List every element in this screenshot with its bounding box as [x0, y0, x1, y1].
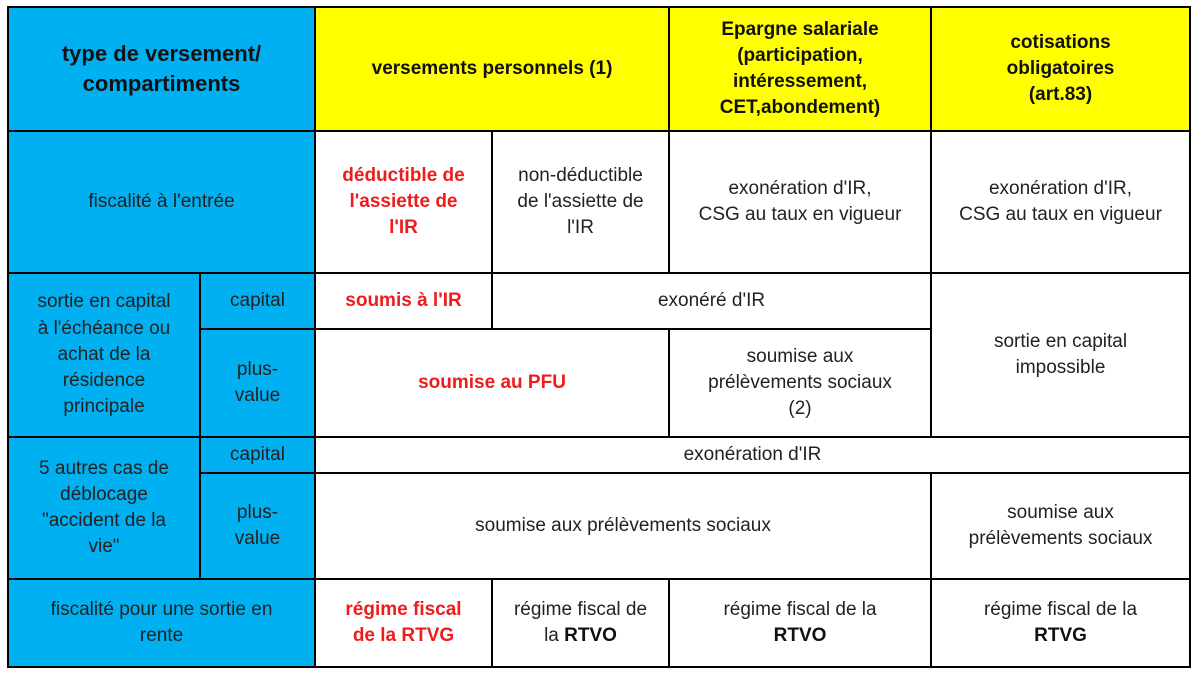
sortie-plus-value-label: plus- value	[234, 358, 281, 406]
header-cotisations-obligatoires	[931, 7, 1190, 131]
sortie-plus-value-epargne-text: soumise aux prélèvements sociaux (2)	[708, 345, 892, 420]
rente-deductible-text: régime fiscal de la RTVG	[345, 599, 462, 647]
sortie-plus-value-pfu-text: soumise au PFU	[418, 371, 566, 393]
sortie-capital-deductible-text: soumis à l'IR	[345, 289, 462, 311]
label-sortie-plus-value	[200, 329, 315, 437]
sortie-capital-cotisations-text: sortie en capital impossible	[993, 330, 1128, 378]
cell-entree-non-deductible	[492, 131, 669, 273]
header-epargne-salariale	[669, 7, 931, 131]
label-fiscalite-entree	[8, 131, 315, 273]
label-accident-vie	[8, 437, 200, 579]
header-epargne-label: Epargne salariale (participation, intéressement, CET,abondement)	[719, 18, 881, 119]
accident-vie-label: 5 autres cas de déblocage "accident de la vie"	[39, 457, 169, 558]
cell-accident-capital	[315, 437, 1190, 473]
sortie-capital-capital-label: capital	[230, 289, 285, 311]
row-fiscalite-entree	[8, 131, 1190, 273]
header-type-versement	[8, 7, 315, 131]
header-versements-label: versements personnels (1)	[371, 57, 613, 79]
row-rente	[8, 579, 1190, 667]
cell-accident-plus-value-cotisations	[931, 473, 1190, 579]
label-sortie-capital-capital	[200, 273, 315, 329]
cell-sortie-plus-value-pfu	[315, 329, 669, 437]
tax-regime-table	[7, 6, 1191, 668]
accident-plus-value-label: plus- value	[234, 502, 281, 550]
accident-capital-label: capital	[230, 444, 285, 465]
rente-cotisations-prefix: régime fiscal de la	[983, 599, 1138, 620]
cell-sortie-capital-exonere	[492, 273, 931, 329]
row-accident-capital	[8, 437, 1190, 473]
fiscalite-entree-label: fiscalité à l'entrée	[88, 190, 235, 212]
sortie-capital-label: sortie en capital à l'échéance ou achat de la résidence principale	[37, 291, 171, 418]
label-accident-plus-value	[200, 473, 315, 579]
cell-entree-cotisations	[931, 131, 1190, 273]
entree-cotisations-text: exonération d'IR, CSG au taux en vigueur	[959, 177, 1162, 225]
cell-entree-epargne	[669, 131, 931, 273]
accident-plus-value-cotisations-text: soumise aux prélèvements sociaux	[968, 502, 1153, 550]
cell-rente-cotisations	[931, 579, 1190, 667]
label-rente	[8, 579, 315, 667]
cell-accident-plus-value-main	[315, 473, 931, 579]
rente-cotisations-bold: RTVG	[1034, 625, 1087, 647]
cell-sortie-plus-value-epargne	[669, 329, 931, 437]
cell-entree-deductible	[315, 131, 492, 273]
cell-rente-deductible	[315, 579, 492, 667]
cell-rente-epargne	[669, 579, 931, 667]
cell-sortie-capital-cotisations	[931, 273, 1190, 437]
entree-epargne-text: exonération d'IR, CSG au taux en vigueur	[698, 177, 902, 225]
label-sortie-capital	[8, 273, 200, 437]
rente-label: fiscalité pour une sortie en rente	[50, 599, 273, 647]
tax-table-container	[7, 6, 1191, 668]
accident-capital-text: exonération d'IR	[683, 444, 822, 465]
cell-rente-non-deductible	[492, 579, 669, 667]
row-sortie-capital	[8, 273, 1190, 329]
header-row	[8, 7, 1190, 131]
rente-non-deductible-bold: RTVO	[564, 625, 617, 647]
rente-epargne-bold: RTVO	[773, 625, 827, 647]
rente-non-deductible-prefix: régime fiscal de la	[513, 599, 648, 647]
sortie-capital-exonere-text: exonéré d'IR	[657, 289, 766, 311]
header-cotisations-label: cotisations obligatoires (art.83)	[1006, 31, 1115, 106]
label-accident-capital	[200, 437, 315, 473]
rente-epargne-prefix: régime fiscal de la	[723, 599, 877, 620]
accident-plus-value-main-text: soumise aux prélèvements sociaux	[475, 515, 771, 537]
header-type-label: type de versement/ compartiments	[61, 40, 262, 96]
entree-non-deductible-text: non-déductible de l'assiette de l'IR	[517, 164, 644, 239]
header-versements-personnels	[315, 7, 669, 131]
cell-sortie-capital-deductible	[315, 273, 492, 329]
entree-deductible-text: déductible de l'assiette de l'IR	[342, 164, 465, 239]
